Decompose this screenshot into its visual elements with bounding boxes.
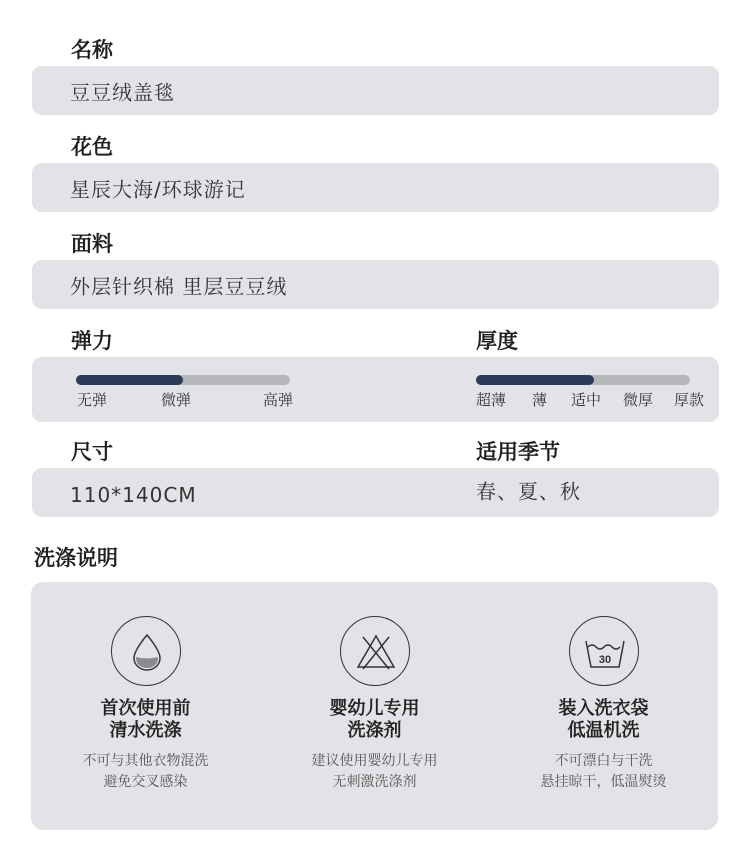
elasticity-track — [76, 375, 290, 385]
washtub-temperature: 30 — [598, 654, 611, 666]
wash-item-title-line2: 洗涤剂 — [347, 720, 402, 741]
wash-item-desc-line1: 建议使用婴幼儿专用 — [311, 753, 438, 769]
washtub-30-icon — [569, 616, 639, 686]
wash-item-machine-wash — [489, 582, 718, 830]
size-value: 110*140CM — [70, 483, 197, 507]
wash-item-title-line1: 首次使用前 — [100, 698, 191, 719]
washing-title: 洗涤说明 — [34, 546, 118, 570]
pattern-field — [32, 163, 719, 212]
thickness-label: 厚度 — [476, 329, 518, 353]
season-label: 适用季节 — [476, 440, 560, 464]
wash-item-detergent — [260, 582, 489, 830]
thickness-track — [476, 375, 690, 385]
wash-item-desc-line2: 避免交叉感染 — [103, 774, 188, 790]
name-label: 名称 — [71, 38, 113, 62]
wash-item-desc-line2: 悬挂晾干，低温熨烫 — [540, 774, 667, 790]
water-drop-icon — [111, 616, 181, 686]
wash-item-first-use — [31, 582, 260, 830]
season-value: 春、夏、秋 — [476, 479, 581, 504]
size-label: 尺寸 — [71, 440, 113, 464]
thickness-fill — [476, 375, 594, 385]
elasticity-level-none: 无弹 — [77, 391, 108, 409]
wash-item-desc-line2: 无刺激洗涤剂 — [332, 774, 417, 790]
thickness-level-thick: 微厚 — [623, 391, 654, 409]
wash-item-desc-line1: 不可漂白与干洗 — [554, 753, 653, 769]
washing-card — [31, 582, 718, 830]
elasticity-fill — [76, 375, 183, 385]
fabric-value: 外层针织棉 里层豆豆绒 — [70, 274, 288, 298]
name-field — [32, 66, 719, 115]
thickness-level-ultrathin: 超薄 — [476, 391, 507, 409]
size-season-panel — [32, 468, 719, 517]
wash-item-desc-line1: 不可与其他衣物混洗 — [82, 753, 209, 769]
name-value: 豆豆绒盖毯 — [70, 80, 175, 104]
thickness-level-thin: 薄 — [532, 391, 548, 409]
elasticity-label: 弹力 — [71, 329, 113, 353]
elasticity-level-slight: 微弹 — [161, 391, 192, 409]
wash-item-title-line2: 清水洗涤 — [109, 720, 182, 741]
thickness-level-heavy: 厚款 — [674, 391, 705, 409]
wash-item-title-line1: 装入洗衣袋 — [558, 698, 649, 719]
thickness-level-medium: 适中 — [571, 391, 602, 409]
fabric-label: 面料 — [71, 232, 113, 256]
wash-item-title-line2: 低温机洗 — [567, 720, 640, 741]
pattern-value: 星辰大海/环球游记 — [70, 177, 246, 201]
elasticity-level-high: 高弹 — [263, 391, 294, 409]
pattern-label: 花色 — [71, 135, 113, 159]
fabric-field — [32, 260, 719, 309]
rating-panel — [32, 357, 719, 422]
no-bleach-icon — [340, 616, 410, 686]
wash-item-title-line1: 婴幼儿专用 — [329, 698, 420, 719]
